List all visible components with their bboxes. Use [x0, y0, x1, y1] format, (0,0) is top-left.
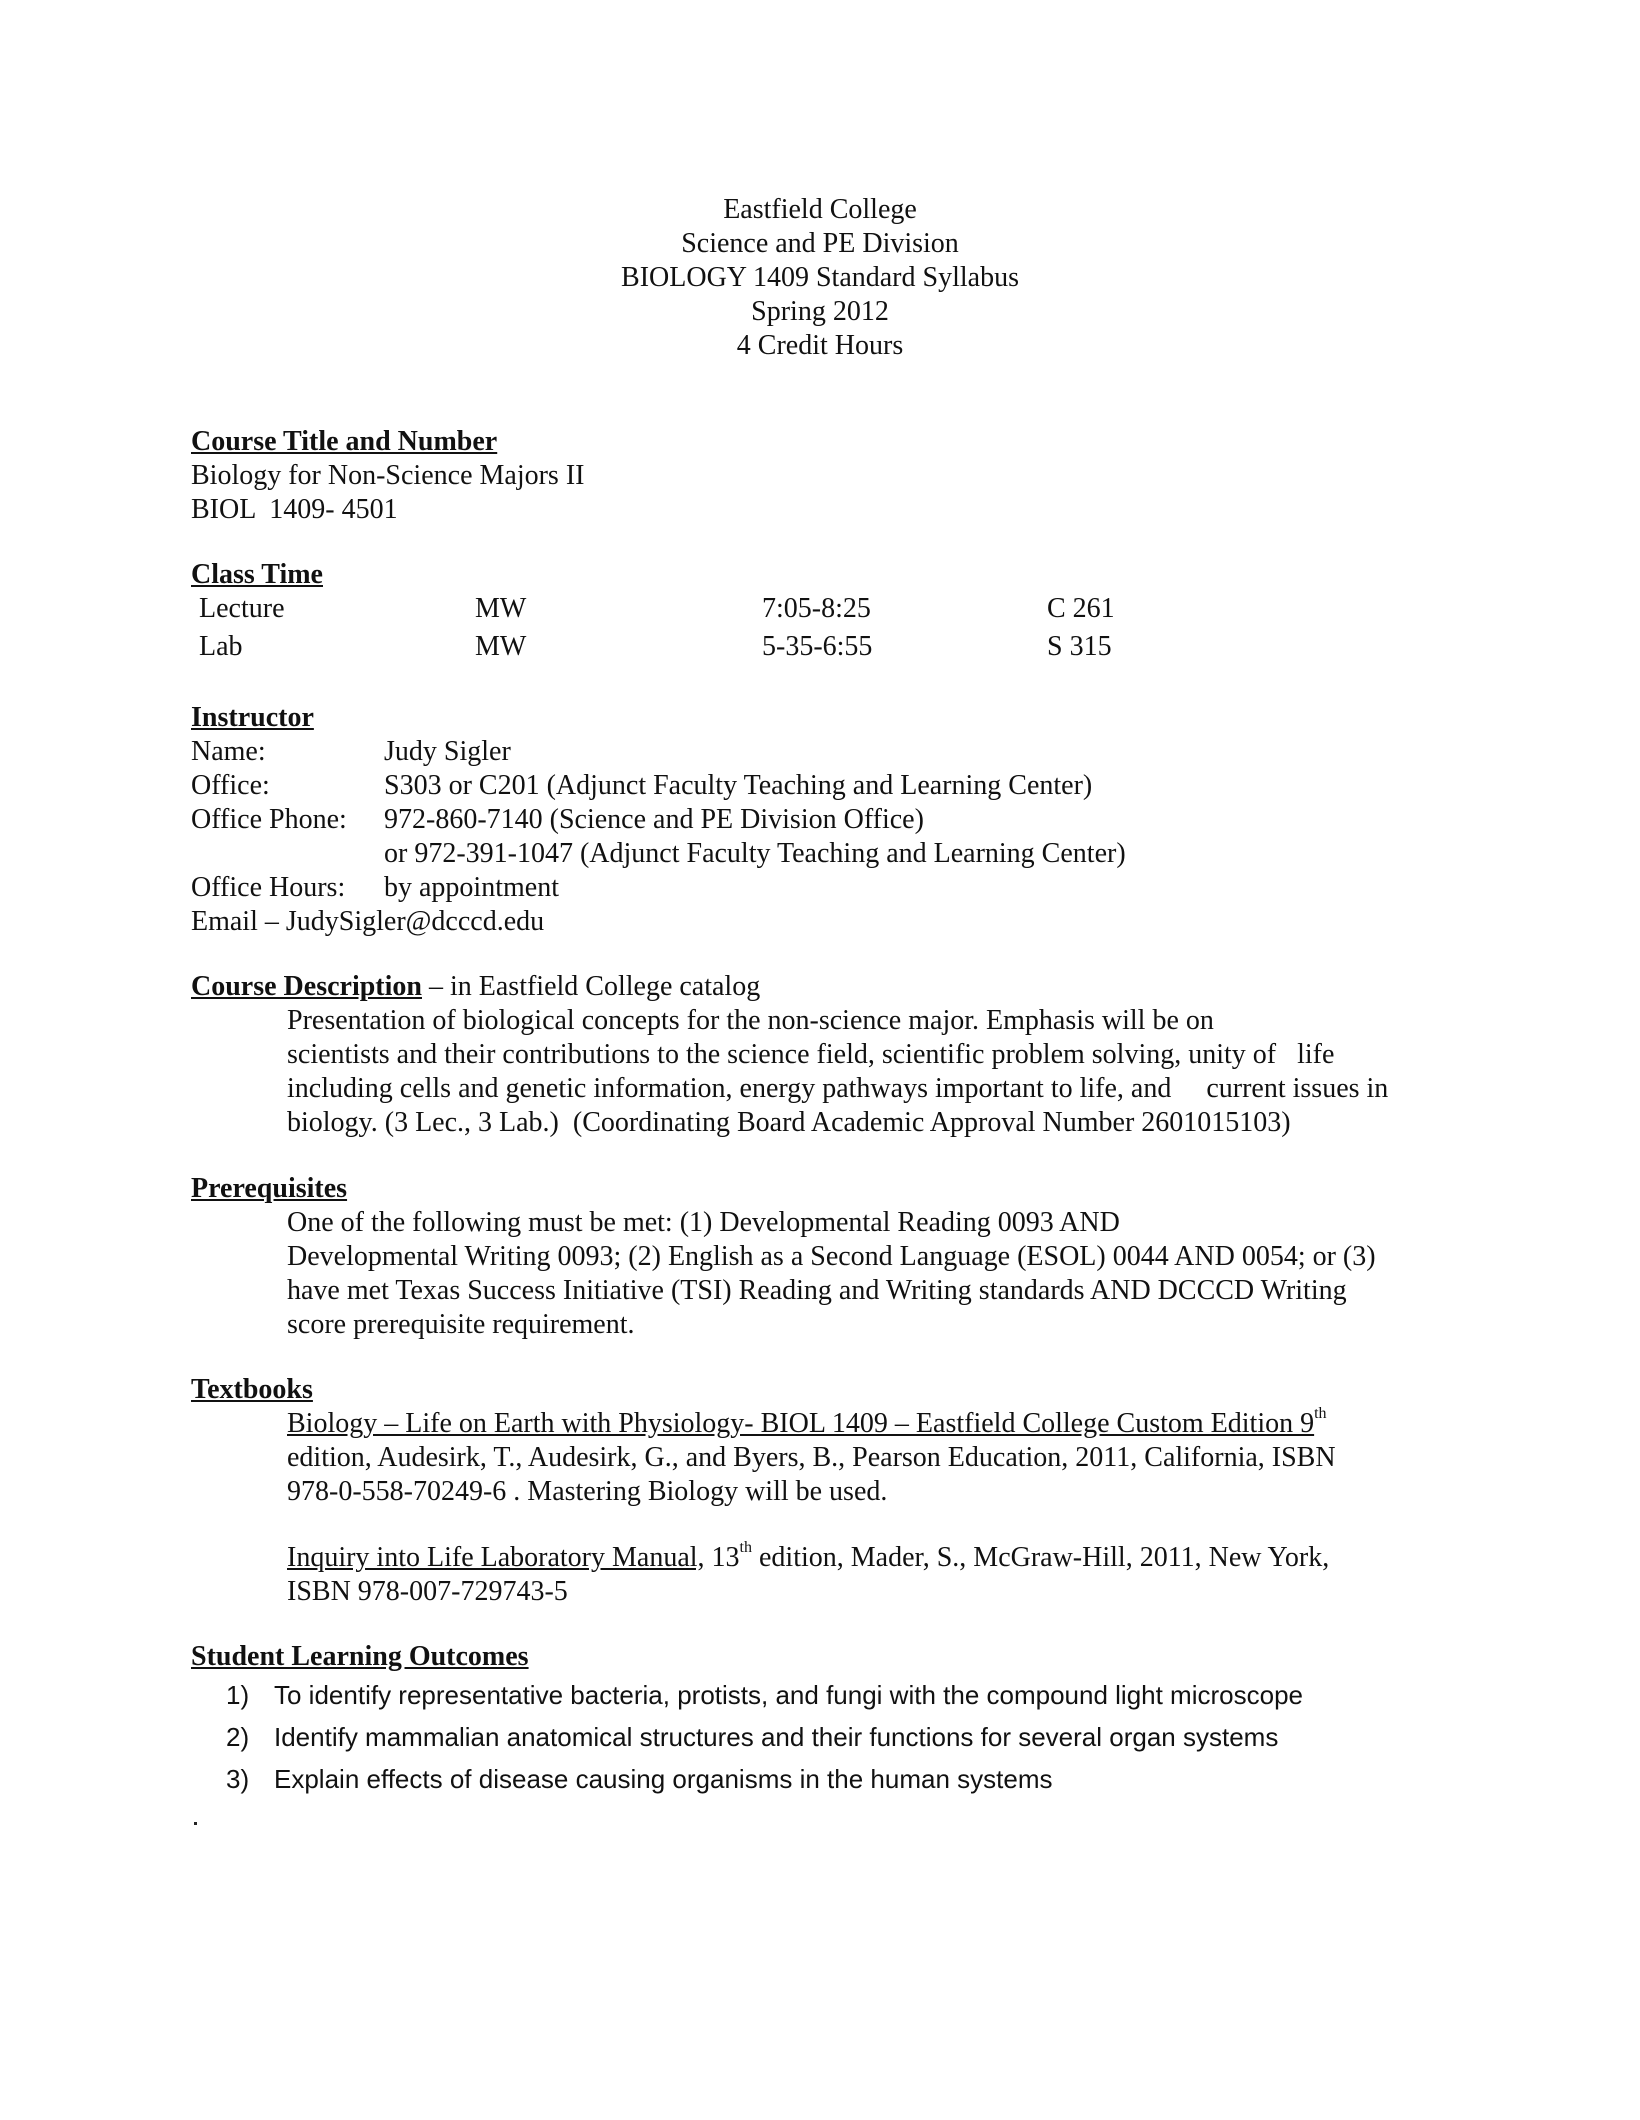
- section-heading: Course Title and Number: [191, 426, 498, 457]
- outcome-text: To identify representative bacteria, protists, and fungi with the compound light microscope: [274, 1680, 1303, 1710]
- class-time-section: [191, 558, 1491, 668]
- course-title-section: [191, 425, 1491, 527]
- textbooks-section: [191, 1373, 1491, 1609]
- superscript: th: [1314, 1404, 1327, 1422]
- section-heading: Class Time: [191, 559, 323, 590]
- class-room: C 261: [1047, 593, 1115, 624]
- class-days: MW: [475, 631, 527, 662]
- textbook-1-details: edition, Audesirk, T., Audesirk, G., and Byers, B., Pearson Education, 2011, California, ISBN: [287, 1442, 1336, 1473]
- outcomes-list: [191, 1674, 1491, 1800]
- division-name: Science and PE Division: [681, 228, 959, 259]
- course-description-section: [191, 970, 1491, 1140]
- prerequisite-line: have met Texas Success Initiative (TSI) Reading and Writing standards AND DCCCD Writing: [287, 1275, 1347, 1306]
- description-line: including cells and genetic information, energy pathways important to life, and current issues in: [287, 1073, 1389, 1104]
- section-heading: Student Learning Outcomes: [191, 1641, 529, 1672]
- textbook-1-title-line: [191, 1404, 1491, 1441]
- office-hours-label: Office Hours:: [191, 872, 346, 903]
- outcome-number: 2): [226, 1722, 250, 1752]
- list-item: [191, 1716, 1491, 1758]
- outcome-number: 3): [226, 1764, 250, 1794]
- document-header: [0, 193, 1640, 363]
- textbook-2-details: edition, Mader, S., McGraw-Hill, 2011, New York,: [752, 1542, 1330, 1573]
- instructor-email[interactable]: Email – JudySigler@dcccd.edu: [191, 906, 545, 937]
- class-type: Lab: [199, 631, 243, 662]
- catalog-note: – in Eastfield College catalog: [421, 971, 761, 1002]
- section-heading: Instructor: [191, 702, 314, 733]
- instructor-name-row: [191, 735, 1491, 769]
- description-line: scientists and their contributions to the science field, scientific problem solving, unity of life: [287, 1039, 1335, 1070]
- syllabus-title: BIOLOGY 1409 Standard Syllabus: [621, 262, 1019, 293]
- outcome-text: Explain effects of disease causing organisms in the human systems: [274, 1764, 1053, 1794]
- stray-mark: [194, 1822, 197, 1825]
- textbook-1-title: Biology – Life on Earth with Physiology- BIOL 1409 – Eastfield College Custom Edition 9: [287, 1408, 1315, 1439]
- phone-alt-value: or 972-391-1047 (Adjunct Faculty Teaching and Learning Center): [384, 838, 1126, 869]
- class-time: 7:05-8:25: [762, 593, 871, 624]
- prerequisite-line: Developmental Writing 0093; (2) English as a Second Language (ESOL) 0044 AND 0054; or (3): [287, 1241, 1376, 1272]
- section-heading: Prerequisites: [191, 1173, 348, 1204]
- office-row: [191, 769, 1491, 803]
- section-heading: Course Description: [191, 971, 422, 1002]
- college-name: Eastfield College: [723, 194, 917, 225]
- course-name: Biology for Non-Science Majors II: [191, 460, 585, 491]
- name-label: Name:: [191, 736, 266, 767]
- phone-label: Office Phone:: [191, 804, 347, 835]
- semester: Spring 2012: [751, 296, 889, 327]
- phone-row: [191, 803, 1491, 837]
- course-number: BIOL 1409- 4501: [191, 494, 398, 525]
- textbook-2-title: Inquiry into Life Laboratory Manual,: [287, 1542, 705, 1573]
- instructor-section: [191, 701, 1491, 939]
- learning-outcomes-section: [191, 1640, 1491, 1800]
- textbook-2-isbn: ISBN 978-007-729743-5: [287, 1576, 568, 1607]
- description-line: biology. (3 Lec., 3 Lab.) (Coordinating Board Academic Approval Number 2601015103): [287, 1107, 1291, 1138]
- phone-alt-row: [191, 837, 1491, 871]
- prerequisites-section: [191, 1172, 1491, 1342]
- office-hours-row: [191, 871, 1491, 905]
- instructor-name: Judy Sigler: [384, 736, 511, 767]
- textbook-2-title-line: [191, 1538, 1491, 1575]
- textbook-1-isbn: 978-0-558-70249-6 . Mastering Biology will be used.: [287, 1476, 888, 1507]
- schedule-row-lecture: [191, 592, 1491, 630]
- office-hours-value: by appointment: [384, 872, 559, 903]
- schedule-row-lab: [191, 630, 1491, 668]
- office-label: Office:: [191, 770, 270, 801]
- class-time: 5-35-6:55: [762, 631, 873, 662]
- edition-number: 13: [704, 1542, 740, 1573]
- list-item: [191, 1758, 1491, 1800]
- prerequisite-line: score prerequisite requirement.: [287, 1309, 635, 1340]
- outcome-number: 1): [226, 1680, 250, 1710]
- phone-value: 972-860-7140 (Science and PE Division Office): [384, 804, 924, 835]
- prerequisite-line: One of the following must be met: (1) Developmental Reading 0093 AND: [287, 1207, 1120, 1238]
- outcome-text: Identify mammalian anatomical structures and their functions for several organ systems: [274, 1722, 1279, 1752]
- class-days: MW: [475, 593, 527, 624]
- class-type: Lecture: [199, 593, 285, 624]
- superscript: th: [739, 1538, 752, 1556]
- office-value: S303 or C201 (Adjunct Faculty Teaching and Learning Center): [384, 770, 1093, 801]
- list-item: [191, 1674, 1491, 1716]
- class-room: S 315: [1047, 631, 1112, 662]
- credit-hours: 4 Credit Hours: [736, 330, 904, 361]
- section-heading: Textbooks: [191, 1374, 313, 1405]
- description-line: Presentation of biological concepts for the non-science major. Emphasis will be on: [287, 1005, 1214, 1036]
- spacer: [191, 1509, 1491, 1541]
